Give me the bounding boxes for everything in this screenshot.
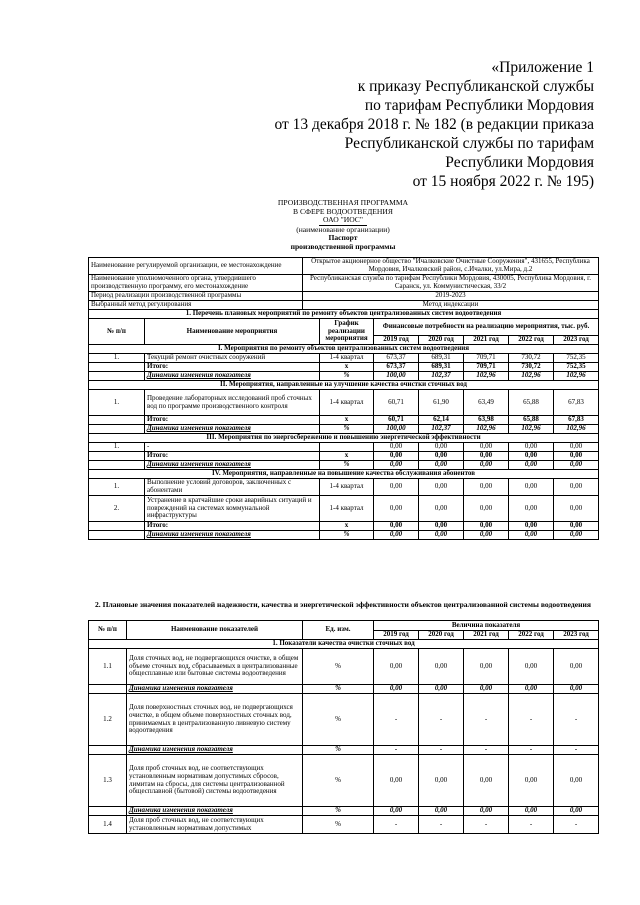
passport-label: Наименование уполномоченного органа, утвердившего производственную программу, его местонахождение bbox=[89, 275, 303, 292]
row-value: 0,00 bbox=[374, 755, 419, 807]
passport-value: Открытое акционерное общество "Ичалковские Очистные Сооружения", 431655, Республика Мордовия, Ичалковский район, с.Ичалки, ул.Мира, д.2 bbox=[303, 258, 599, 275]
dynamics-value: 102,96 bbox=[554, 372, 599, 381]
header-num: № п/п bbox=[89, 319, 145, 345]
program-title-1: ПРОИЗВОДСТВЕННАЯ ПРОГРАММА bbox=[277, 198, 409, 207]
row-value: 709,71 bbox=[464, 354, 509, 363]
row-value: 0,00 bbox=[509, 755, 554, 807]
dynamics-label: Динамика изменения показателя bbox=[127, 746, 303, 755]
dynamics-value: 100,00 bbox=[374, 425, 419, 434]
passport-row bbox=[89, 300, 599, 309]
dynamics-value: 0,00 bbox=[509, 461, 554, 470]
group-title: II. Мероприятия, направленные на улучшение качества очистки сточных вод bbox=[89, 381, 599, 390]
row-name: Текущий ремонт очистных сооружений bbox=[145, 354, 320, 363]
total-unit: х bbox=[320, 452, 374, 461]
dynamics-value: 0,00 bbox=[554, 461, 599, 470]
passport-value: 2019-2023 bbox=[303, 292, 599, 301]
row-schedule: 1-4 квартал bbox=[320, 354, 374, 363]
dynamics-value: 0,00 bbox=[374, 461, 419, 470]
organization-name: ОАО "ИОС" bbox=[319, 216, 367, 226]
dynamics-label: Динамика изменения показателя bbox=[127, 807, 303, 816]
row-value: 689,31 bbox=[419, 354, 464, 363]
passport-value: Республиканская служба по тарифам Республики Мордовия, 430005, Республика Мордовия, г. Саранск, ул. Коммунистическая, 33/2 bbox=[303, 275, 599, 292]
total-label: Итого: bbox=[145, 416, 320, 425]
header-year: 2021 год bbox=[464, 336, 509, 345]
table-row bbox=[89, 496, 599, 522]
appendix-line: Республиканской службы по тарифам bbox=[344, 135, 594, 152]
passport-label: Период реализации производственной программы bbox=[89, 292, 303, 301]
row-value: 0,00 bbox=[554, 443, 599, 452]
row-value: 0,00 bbox=[554, 479, 599, 496]
dynamics-value: 102,96 bbox=[509, 425, 554, 434]
total-label: Итого: bbox=[145, 452, 320, 461]
table-row bbox=[89, 479, 599, 496]
dynamics-row bbox=[89, 461, 599, 470]
row-value: 0,00 bbox=[419, 649, 464, 685]
dynamics-label: Динамика изменения показателя bbox=[145, 372, 320, 381]
total-unit: х bbox=[320, 363, 374, 372]
dynamics-value: 0,00 bbox=[464, 685, 509, 694]
total-value: 60,71 bbox=[374, 416, 419, 425]
dynamics-unit: % bbox=[320, 461, 374, 470]
row-name: - bbox=[145, 443, 320, 452]
total-value: 0,00 bbox=[464, 452, 509, 461]
total-value: 0,00 bbox=[554, 522, 599, 531]
passport-label: Наименование регулируемой организации, ее местонахождение bbox=[89, 258, 303, 275]
table-row bbox=[89, 694, 599, 746]
table-row bbox=[89, 354, 599, 363]
dynamics-value: 0,00 bbox=[419, 807, 464, 816]
dynamics-value: - bbox=[464, 746, 509, 755]
total-value: 689,31 bbox=[419, 363, 464, 372]
row-schedule: 1-4 квартал bbox=[320, 496, 374, 522]
total-value: 0,00 bbox=[419, 452, 464, 461]
dynamics-value: 0,00 bbox=[509, 531, 554, 540]
dynamics-row bbox=[89, 685, 599, 694]
row-value: 0,00 bbox=[374, 496, 419, 522]
row-unit: % bbox=[303, 755, 374, 807]
dynamics-unit: % bbox=[320, 531, 374, 540]
dynamics-value: 0,00 bbox=[464, 807, 509, 816]
table-row bbox=[89, 443, 599, 452]
passport-title: Паспорт bbox=[328, 233, 358, 243]
total-value: 0,00 bbox=[419, 522, 464, 531]
dynamics-value: 102,96 bbox=[464, 425, 509, 434]
total-value: 0,00 bbox=[374, 452, 419, 461]
dynamics-value: 102,37 bbox=[419, 425, 464, 434]
row-value: 0,00 bbox=[464, 443, 509, 452]
total-value: 62,14 bbox=[419, 416, 464, 425]
header-year: 2019 год bbox=[374, 336, 419, 345]
dynamics-value: 0,00 bbox=[554, 531, 599, 540]
header-unit: Ед. изм. bbox=[303, 621, 374, 640]
dynamics-value: 0,00 bbox=[509, 807, 554, 816]
header-finance: Финансовые потребности на реализацию мероприятия, тыс. руб. bbox=[374, 319, 599, 336]
row-value: 0,00 bbox=[509, 649, 554, 685]
dynamics-label: Динамика изменения показателя bbox=[145, 425, 320, 434]
dynamics-row bbox=[89, 425, 599, 434]
row-unit: % bbox=[303, 816, 374, 834]
total-value: 0,00 bbox=[509, 452, 554, 461]
repair-measures-table bbox=[88, 309, 599, 540]
table-row bbox=[89, 755, 599, 807]
row-name: Доля проб сточных вод, не соответствующих установленным нормативам допустимых сбросов, лимитам на сбросы, для системы централизованной общесплавной (бытовой) системы водоотведения bbox=[127, 755, 303, 807]
row-name: Доля сточных вод, не подвергающихся очистке, в общем объеме сточных вод, сбрасываемых в централизованные общесплавные или бытовые системы водоотведения bbox=[127, 649, 303, 685]
row-name: Устранение в кратчайшие сроки аварийных ситуаций и повреждений на системах коммунальной инфраструктуры bbox=[145, 496, 320, 522]
row-name: Проведение лабораторных исследований проб сточных вод по программе производственного контроля bbox=[145, 390, 320, 416]
row-value: 0,00 bbox=[374, 479, 419, 496]
total-unit: х bbox=[320, 522, 374, 531]
total-unit: х bbox=[320, 416, 374, 425]
table-row bbox=[89, 816, 599, 834]
row-value: 0,00 bbox=[509, 479, 554, 496]
row-num: 1.3 bbox=[89, 755, 127, 807]
total-value: 752,35 bbox=[554, 363, 599, 372]
header-year: 2022 год bbox=[509, 631, 554, 640]
dynamics-value: 0,00 bbox=[374, 685, 419, 694]
dynamics-value: 0,00 bbox=[419, 531, 464, 540]
row-value: - bbox=[419, 694, 464, 746]
table-row bbox=[89, 649, 599, 685]
row-unit: % bbox=[303, 694, 374, 746]
dynamics-value: 0,00 bbox=[509, 685, 554, 694]
row-value: 0,00 bbox=[419, 496, 464, 522]
appendix-line: Республики Мордовия bbox=[445, 154, 594, 171]
total-label: Итого: bbox=[145, 363, 320, 372]
row-schedule: 1-4 квартал bbox=[320, 479, 374, 496]
dynamics-value: 0,00 bbox=[374, 807, 419, 816]
row-value: - bbox=[554, 816, 599, 834]
appendix-line: «Приложение 1 bbox=[491, 59, 594, 76]
passport-value: Метод индексации bbox=[303, 300, 599, 309]
dynamics-unit: % bbox=[320, 425, 374, 434]
row-value: 61,90 bbox=[419, 390, 464, 416]
passport-label: Выбранный метод регулирования bbox=[89, 300, 303, 309]
row-name: Доля поверхностных сточных вод, не подвергающихся очистке, в общем объеме поверхностных сточных вод, принимаемых в централизованную ливневую систему водоотведения bbox=[127, 694, 303, 746]
dynamics-unit: % bbox=[303, 685, 374, 694]
row-value: - bbox=[464, 694, 509, 746]
header-year: 2023 год bbox=[554, 336, 599, 345]
dynamics-value: 102,96 bbox=[464, 372, 509, 381]
dynamics-value: 0,00 bbox=[464, 461, 509, 470]
group-title: I. Мероприятия по ремонту объектов централизованных систем водоотведения bbox=[89, 345, 599, 354]
dynamics-value: 0,00 bbox=[419, 685, 464, 694]
row-value: 60,71 bbox=[374, 390, 419, 416]
dynamics-label: Динамика изменения показателя bbox=[145, 461, 320, 470]
row-num: 1.4 bbox=[89, 816, 127, 834]
row-num: 1.2 bbox=[89, 694, 127, 746]
passport-table bbox=[88, 257, 599, 310]
dynamics-row bbox=[89, 372, 599, 381]
total-row bbox=[89, 522, 599, 531]
appendix-line: к приказу Республиканской службы bbox=[357, 78, 594, 95]
group-title: III. Мероприятия по энергосбережению и повышению энергетической эффективности bbox=[89, 434, 599, 443]
row-name: Выполнение условий договоров, заключенных с абонентами bbox=[145, 479, 320, 496]
dynamics-value: 102,37 bbox=[419, 372, 464, 381]
header-year: 2021 год bbox=[464, 631, 509, 640]
table-row bbox=[89, 390, 599, 416]
row-value: 0,00 bbox=[554, 496, 599, 522]
section1-title: 1. Перечень плановых мероприятий по ремонту объектов централизованных систем водоотведения bbox=[89, 310, 599, 319]
dynamics-row bbox=[89, 746, 599, 755]
total-value: 0,00 bbox=[509, 522, 554, 531]
row-value: 0,00 bbox=[419, 755, 464, 807]
row-value: 0,00 bbox=[464, 496, 509, 522]
dynamics-value: 100,00 bbox=[374, 372, 419, 381]
passport-row bbox=[89, 258, 599, 275]
row-value: 0,00 bbox=[419, 443, 464, 452]
row-num: 1. bbox=[89, 443, 145, 452]
header-name: Наименование мероприятия bbox=[145, 319, 320, 345]
dynamics-unit: % bbox=[320, 372, 374, 381]
row-value: 0,00 bbox=[509, 443, 554, 452]
dynamics-value: 0,00 bbox=[374, 531, 419, 540]
total-value: 673,37 bbox=[374, 363, 419, 372]
dynamics-value: 102,96 bbox=[509, 372, 554, 381]
total-value: 67,83 bbox=[554, 416, 599, 425]
row-num: 2. bbox=[89, 496, 145, 522]
organization-caption: (наименование организации) bbox=[296, 224, 390, 234]
passport-row bbox=[89, 275, 599, 292]
total-value: 0,00 bbox=[374, 522, 419, 531]
row-name: Доля проб сточных вод, не соответствующих установленным нормативам допустимых bbox=[127, 816, 303, 834]
row-value: 0,00 bbox=[554, 755, 599, 807]
row-value: - bbox=[374, 816, 419, 834]
row-value: - bbox=[419, 816, 464, 834]
row-value: 752,35 bbox=[554, 354, 599, 363]
appendix-line: по тарифам Республики Мордовия bbox=[364, 97, 594, 114]
program-title-2: В СФЕРЕ ВОДООТВЕДЕНИЯ bbox=[293, 206, 393, 216]
total-value: 0,00 bbox=[554, 452, 599, 461]
total-value: 65,88 bbox=[509, 416, 554, 425]
row-value: 65,88 bbox=[509, 390, 554, 416]
dynamics-unit: % bbox=[303, 807, 374, 816]
header-year: 2023 год bbox=[554, 631, 599, 640]
dynamics-value: 0,00 bbox=[554, 807, 599, 816]
row-value: - bbox=[554, 694, 599, 746]
dynamics-row bbox=[89, 531, 599, 540]
row-num: 1. bbox=[89, 479, 145, 496]
header-num: № п/п bbox=[89, 621, 127, 640]
row-value: - bbox=[464, 816, 509, 834]
row-num: 1. bbox=[89, 354, 145, 363]
total-value: 730,72 bbox=[509, 363, 554, 372]
dynamics-value: 102,96 bbox=[554, 425, 599, 434]
dynamics-value: 0,00 bbox=[464, 531, 509, 540]
appendix-header bbox=[234, 58, 594, 191]
passport-subtitle: производственной программы bbox=[290, 241, 396, 251]
row-value: 730,72 bbox=[509, 354, 554, 363]
row-value: - bbox=[374, 694, 419, 746]
row-num: 1. bbox=[89, 390, 145, 416]
dynamics-value: 0,00 bbox=[554, 685, 599, 694]
row-value: 0,00 bbox=[419, 479, 464, 496]
row-value: 0,00 bbox=[554, 649, 599, 685]
group-title: 1. Показатели качества очистки сточных вод bbox=[89, 640, 599, 649]
row-value: - bbox=[509, 694, 554, 746]
row-value: 0,00 bbox=[464, 649, 509, 685]
total-value: 0,00 bbox=[464, 522, 509, 531]
header-year: 2020 год bbox=[419, 631, 464, 640]
total-row bbox=[89, 452, 599, 461]
row-value: 0,00 bbox=[509, 496, 554, 522]
header-year: 2020 год bbox=[419, 336, 464, 345]
row-value: 67,83 bbox=[554, 390, 599, 416]
dynamics-value: 0,00 bbox=[419, 461, 464, 470]
appendix-line: от 15 ноября 2022 г. № 195) bbox=[412, 173, 594, 190]
indicators-table bbox=[88, 620, 599, 834]
dynamics-value: - bbox=[374, 746, 419, 755]
row-schedule bbox=[320, 443, 374, 452]
dynamics-label: Динамика изменения показателя bbox=[127, 685, 303, 694]
header-name: Наименование показателей bbox=[127, 621, 303, 640]
row-value: - bbox=[509, 816, 554, 834]
row-schedule: 1-4 квартал bbox=[320, 390, 374, 416]
row-value: 0,00 bbox=[374, 443, 419, 452]
row-value: 673,37 bbox=[374, 354, 419, 363]
appendix-line: от 13 декабря 2018 г. № 182 (в редакции приказа bbox=[274, 116, 594, 133]
row-value: 63,49 bbox=[464, 390, 509, 416]
dynamics-value: - bbox=[419, 746, 464, 755]
header-year: 2022 год bbox=[509, 336, 554, 345]
row-value: 0,00 bbox=[374, 649, 419, 685]
group-title: IV. Мероприятия, направленные на повышение качества обслуживания абонентов bbox=[89, 470, 599, 479]
section2-title: 2. Плановые значения показателей надежности, качества и энергетической эффективности объектов централизованной системы водоотведения bbox=[94, 600, 591, 609]
passport-row bbox=[89, 292, 599, 301]
header-year: 2019 год bbox=[374, 631, 419, 640]
row-value: 0,00 bbox=[464, 755, 509, 807]
dynamics-value: - bbox=[554, 746, 599, 755]
row-num: 1.1 bbox=[89, 649, 127, 685]
dynamics-label: Динамика изменения показателя bbox=[145, 531, 320, 540]
row-unit: % bbox=[303, 649, 374, 685]
dynamics-unit: % bbox=[303, 746, 374, 755]
total-row bbox=[89, 363, 599, 372]
total-label: Итого: bbox=[145, 522, 320, 531]
header-schedule: График реализации мероприятия bbox=[320, 319, 374, 345]
program-heading bbox=[88, 199, 598, 252]
row-value: 0,00 bbox=[464, 479, 509, 496]
header-value: Величина показателя bbox=[374, 621, 599, 631]
total-row bbox=[89, 416, 599, 425]
dynamics-row bbox=[89, 807, 599, 816]
total-value: 63,98 bbox=[464, 416, 509, 425]
dynamics-value: - bbox=[509, 746, 554, 755]
total-value: 709,71 bbox=[464, 363, 509, 372]
